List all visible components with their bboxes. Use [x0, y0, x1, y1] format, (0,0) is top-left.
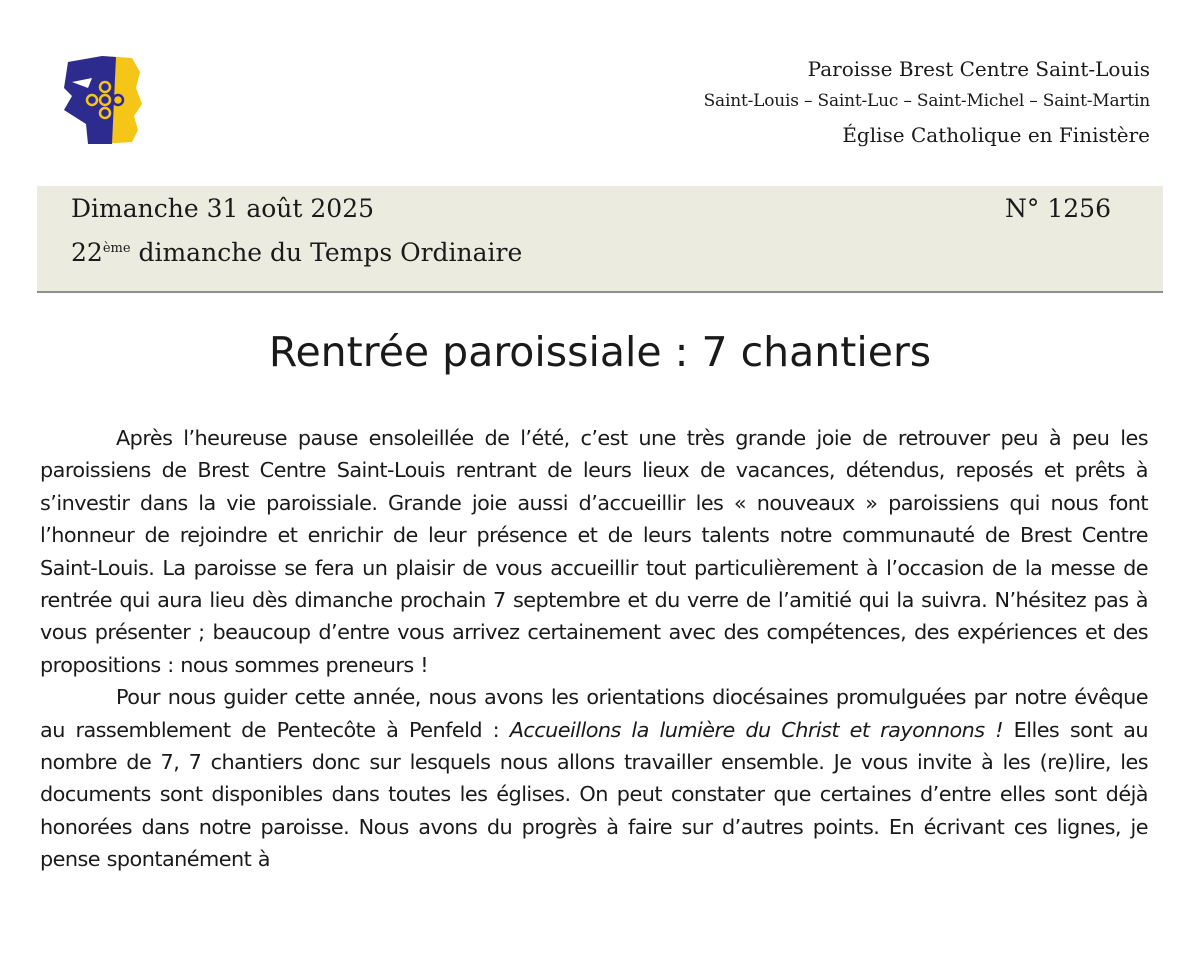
issue-number: N° 1256 [1005, 194, 1111, 223]
parish-logo-icon [58, 52, 144, 146]
paragraph-2-start: Pour nous guider cette année, nous avons les orientations diocésaines promulguées par notre évêque au rassemblement de Pentecôte à Penfeld : [40, 685, 1148, 742]
diocesan-motto: Accueillons la lumière du Christ et rayonnons ! [509, 717, 1004, 742]
article-title: Rentrée paroissiale : 7 chantiers [268, 328, 932, 376]
diocese-name: Église Catholique en Finistère [842, 123, 1150, 147]
parish-header [704, 54, 1150, 152]
parish-name: Paroisse Brest Centre Saint-Louis [807, 57, 1150, 81]
paragraph-2-end: Elles sont au nombre de 7, 7 chantiers donc sur lesquels nous allons travailler ensemble. Je vous invite à les (re)lire, les documents sont disponibles dans toutes les églises. On peut constater que certaines d’entre elles sont déjà honorées dans notre paroisse. Nous avons du progrès à faire sur d’autres points. En écrivant ces lignes, je pense spontanément à [40, 717, 1148, 872]
article-body [40, 422, 1148, 876]
sunday-ordinal: 22 [71, 238, 103, 267]
liturgical-sunday [71, 238, 522, 267]
sunday-label: dimanche du Temps Ordinaire [130, 238, 523, 267]
article-paragraph-2 [40, 681, 1148, 875]
issue-info-band [37, 186, 1163, 293]
article-paragraph-1: Après l’heureuse pause ensoleillée de l’été, c’est une très grande joie de retrouver peu à peu les paroissiens de Brest Centre Saint-Louis rentrant de leurs lieux de vacances, détendus, reposés et prêts à s’investir dans la vie paroissiale. Grande joie aussi d’accueillir les « nouveaux » paroissiens qui nous font l’honneur de rejoindre et enrichir de leur présence et de leurs talents notre communauté de Brest Centre Saint-Louis. La paroisse se fera un plaisir de vous accueillir tout particulièrement à l’occasion de la messe de rentrée qui aura lieu dès dimanche prochain 7 septembre et du verre de l’amitié qui la suivra. N’hésitez pas à vous présenter ; beaucoup d’entre vous arrivez certainement avec des compétences, des expériences et des propositions : nous sommes preneurs ! [40, 426, 1148, 677]
church-list: Saint-Louis – Saint-Luc – Saint-Michel – Saint-Martin [703, 91, 1150, 111]
sunday-ordinal-suffix: ème [102, 241, 131, 256]
issue-date: Dimanche 31 août 2025 [71, 194, 375, 223]
